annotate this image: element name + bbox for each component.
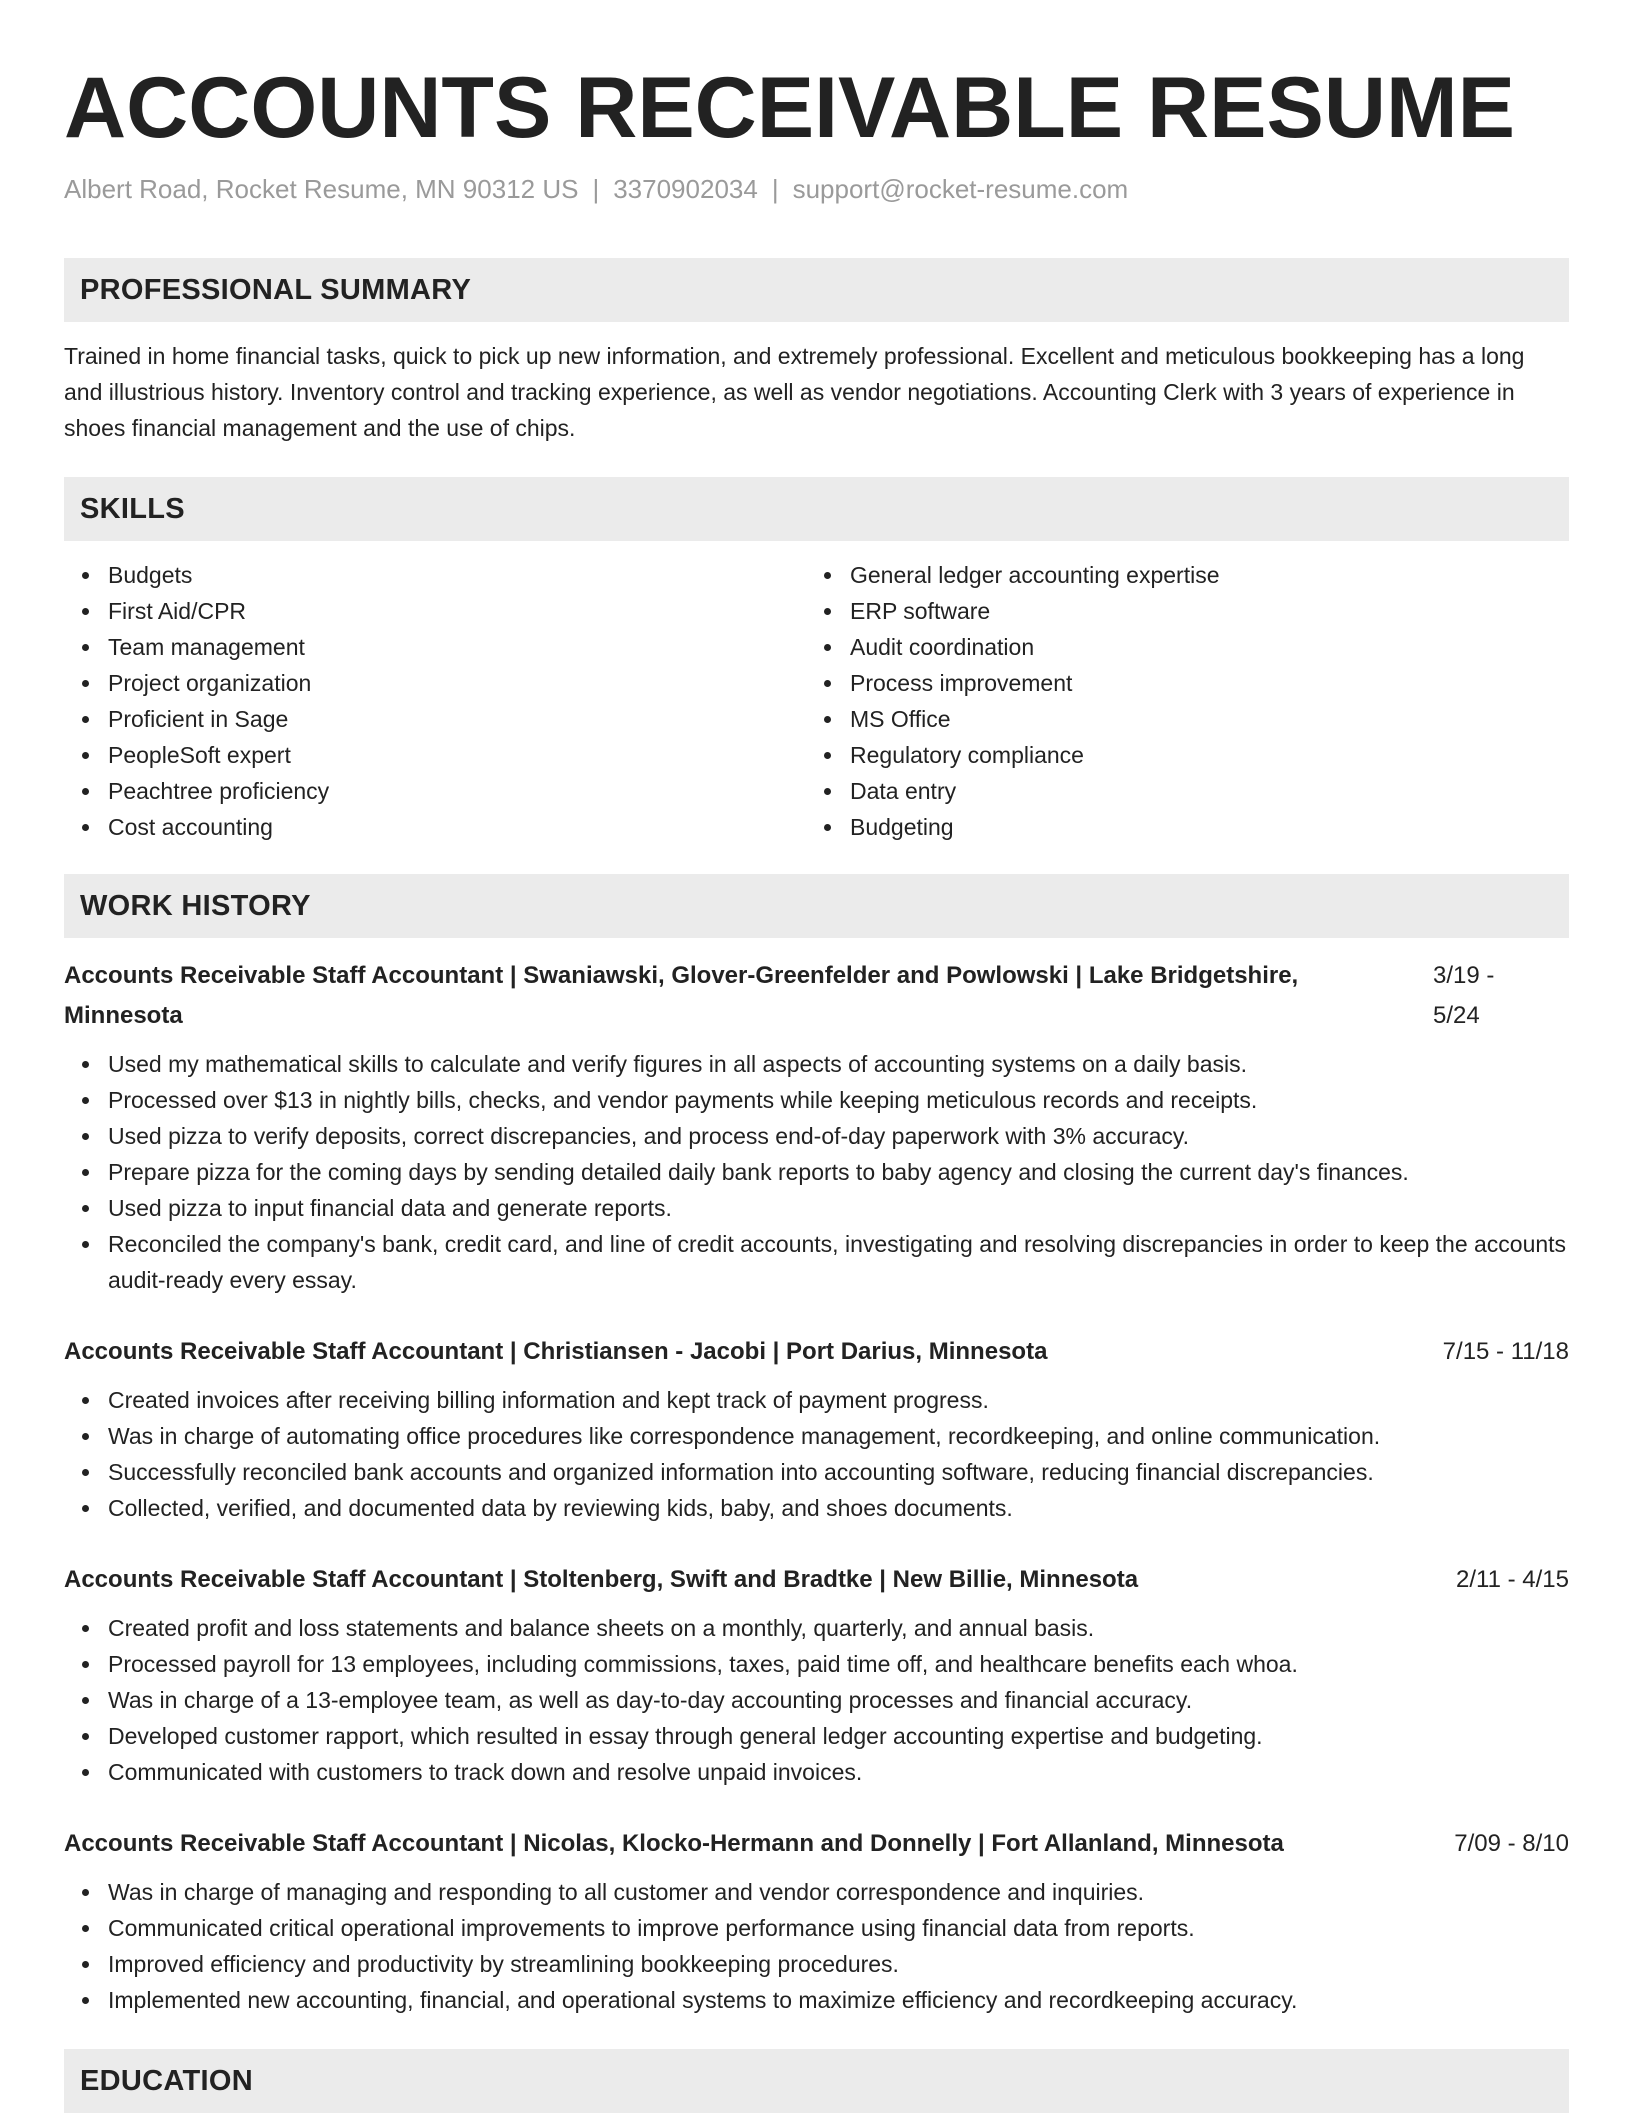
- skill-item: Budgeting: [806, 809, 1548, 845]
- skill-item: Process improvement: [806, 665, 1548, 701]
- skill-item: Proficient in Sage: [64, 701, 806, 737]
- job-bullet: Used pizza to input financial data and generate reports.: [64, 1190, 1569, 1226]
- contact-separator: |: [771, 174, 779, 204]
- job-bullet: Used pizza to verify deposits, correct discrepancies, and process end-of-day paperwork with 3% accuracy.: [64, 1118, 1569, 1154]
- job-bullets: [64, 1610, 1569, 1790]
- job-title: Accounts Receivable Staff Accountant | Nicolas, Klocko-Hermann and Donnelly | Fort Allanland, Minnesota: [64, 1830, 1284, 1857]
- skill-item: Regulatory compliance: [806, 737, 1548, 773]
- skill-item: Audit coordination: [806, 629, 1548, 665]
- job-bullet: Used my mathematical skills to calculate and verify figures in all aspects of accounting systems on a daily basis.: [64, 1046, 1569, 1082]
- skill-item: Project organization: [64, 665, 806, 701]
- contact-line: [64, 172, 1569, 206]
- education-heading: EDUCATION: [64, 2049, 1569, 2113]
- job-entry: [64, 1824, 1569, 2018]
- work-history-heading: WORK HISTORY: [64, 874, 1569, 938]
- job-bullet: Implemented new accounting, financial, and operational systems to maximize efficiency and recordkeeping accuracy.: [64, 1982, 1569, 2018]
- skill-item: ERP software: [806, 593, 1548, 629]
- contact-phone: 3370902034: [613, 174, 758, 204]
- job-bullet: Developed customer rapport, which resulted in essay through general ledger accounting expertise and budgeting.: [64, 1718, 1569, 1754]
- job-bullet: Communicated critical operational improvements to improve performance using financial data from reports.: [64, 1910, 1569, 1946]
- job-bullet: Reconciled the company's bank, credit card, and line of credit accounts, investigating and resolving discrepancies in order to keep the accounts audit-ready every essay.: [64, 1226, 1569, 1298]
- professional-summary-heading: PROFESSIONAL SUMMARY: [64, 258, 1569, 322]
- skill-item: General ledger accounting expertise: [806, 557, 1548, 593]
- job-entry: [64, 1560, 1569, 1790]
- contact-address: Albert Road, Rocket Resume, MN 90312 US: [64, 174, 579, 204]
- job-dates: 7/09 - 8/10: [1454, 1830, 1569, 1857]
- resume-page: [64, 0, 1569, 2113]
- job-bullet: Processed payroll for 13 employees, including commissions, taxes, paid time off, and healthcare benefits each whoa.: [64, 1646, 1569, 1682]
- job-bullet: Processed over $13 in nightly bills, checks, and vendor payments while keeping meticulous records and receipts.: [64, 1082, 1569, 1118]
- job-bullet: Created profit and loss statements and balance sheets on a monthly, quarterly, and annual basis.: [64, 1610, 1569, 1646]
- professional-summary-text: Trained in home financial tasks, quick to pick up new information, and extremely professional. Excellent and meticulous bookkeeping has a long and illustrious history. Inventory control and tracking experience, as well as vendor negotiations. Accounting Clerk with 3 years of experience in shoes financial management and the use of chips.: [64, 343, 1525, 441]
- job-bullet: Successfully reconciled bank accounts and organized information into accounting software, reducing financial discrepancies.: [64, 1454, 1569, 1490]
- job-bullet: Created invoices after receiving billing information and kept track of payment progress.: [64, 1382, 1569, 1418]
- job-header: [64, 1332, 1569, 1372]
- skill-item: Cost accounting: [64, 809, 806, 845]
- skill-item: Team management: [64, 629, 806, 665]
- job-bullet: Collected, verified, and documented data by reviewing kids, baby, and shoes documents.: [64, 1490, 1569, 1526]
- skills-column-left: [64, 557, 806, 845]
- job-title: Accounts Receivable Staff Accountant | Swaniawski, Glover-Greenfelder and Powlowski | Lake Bridgetshire, Minnesota: [64, 962, 1299, 1029]
- job-dates: 7/15 - 11/18: [1442, 1338, 1569, 1365]
- skills-heading: SKILLS: [64, 477, 1569, 541]
- job-dates: 3/19 - 5/24: [1433, 962, 1495, 1029]
- skill-item: Budgets: [64, 557, 806, 593]
- job-bullets: [64, 1382, 1569, 1526]
- job-bullet: Was in charge of managing and responding to all customer and vendor correspondence and inquiries.: [64, 1874, 1569, 1910]
- skill-item: PeopleSoft expert: [64, 737, 806, 773]
- job-dates: 2/11 - 4/15: [1456, 1566, 1569, 1593]
- skill-item: First Aid/CPR: [64, 593, 806, 629]
- skills-list: [64, 557, 1569, 845]
- job-title: Accounts Receivable Staff Accountant | Christiansen - Jacobi | Port Darius, Minnesota: [64, 1338, 1048, 1365]
- job-bullet: Was in charge of automating office procedures like correspondence management, recordkeeping, and online communication.: [64, 1418, 1569, 1454]
- skills-column-right: [806, 557, 1548, 845]
- job-bullet: Communicated with customers to track down and resolve unpaid invoices.: [64, 1754, 1569, 1790]
- job-bullets: [64, 1046, 1569, 1298]
- contact-email: support@rocket-resume.com: [792, 174, 1129, 204]
- skill-item: Peachtree proficiency: [64, 773, 806, 809]
- contact-separator: |: [592, 174, 600, 204]
- job-bullet: Prepare pizza for the coming days by sending detailed daily bank reports to baby agency and closing the current day's finances.: [64, 1154, 1569, 1190]
- job-bullets: [64, 1874, 1569, 2018]
- job-header: [64, 956, 1569, 1036]
- job-entry: [64, 956, 1569, 1298]
- skill-item: MS Office: [806, 701, 1548, 737]
- job-bullet: Was in charge of a 13-employee team, as well as day-to-day accounting processes and financial accuracy.: [64, 1682, 1569, 1718]
- job-bullet: Improved efficiency and productivity by streamlining bookkeeping procedures.: [64, 1946, 1569, 1982]
- job-header: [64, 1824, 1569, 1864]
- resume-title: ACCOUNTS RECEIVABLE RESUME: [64, 60, 1515, 156]
- job-entry: [64, 1332, 1569, 1526]
- skill-item: Data entry: [806, 773, 1548, 809]
- job-header: [64, 1560, 1569, 1600]
- job-title: Accounts Receivable Staff Accountant | Stoltenberg, Swift and Bradtke | New Billie, Minnesota: [64, 1566, 1139, 1593]
